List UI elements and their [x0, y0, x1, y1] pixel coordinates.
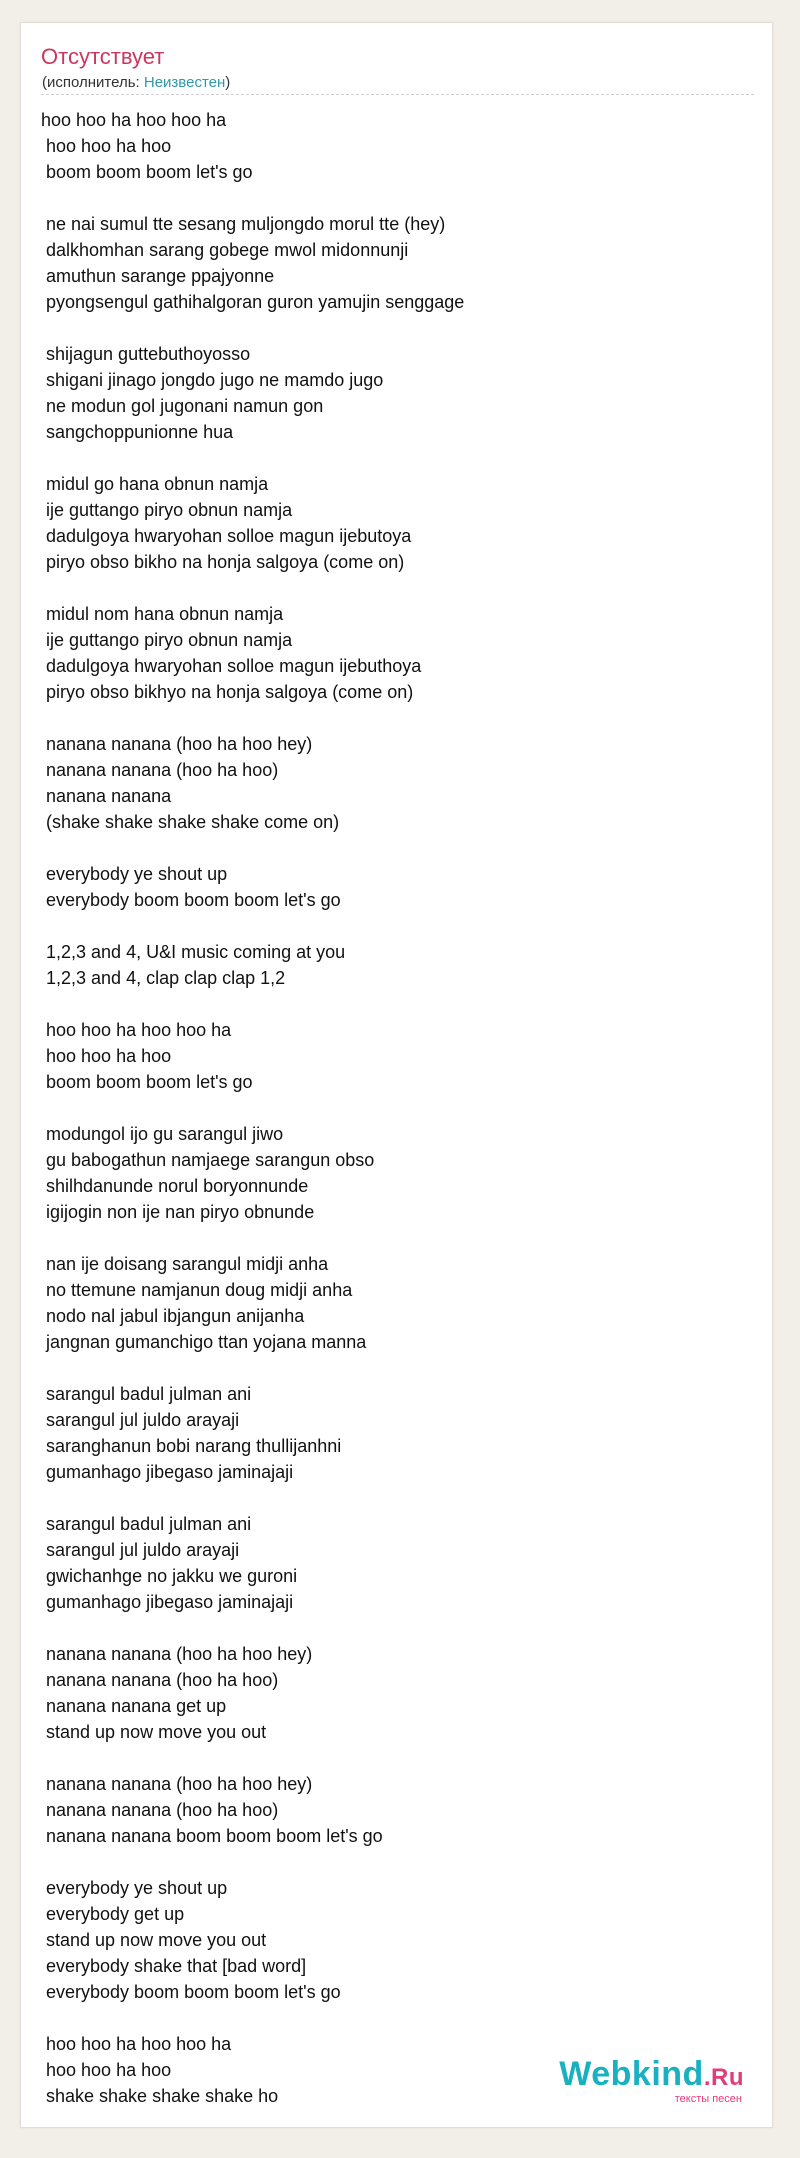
lyric-line: nanana nanana (hoo ha hoo hey) [41, 1644, 313, 1664]
lyric-line [41, 185, 741, 211]
lyric-line: boom boom boom let's go [41, 162, 253, 182]
lyric-line: nanana nanana (hoo ha hoo) [41, 760, 279, 780]
lyric-line: everybody ye shout up [41, 1878, 228, 1898]
lyric-line: gwichanhge no jakku we guroni [41, 1566, 298, 1586]
webkind-logo[interactable] [559, 2056, 744, 2105]
artist-suffix: ) [225, 74, 231, 91]
lyric-line [41, 1225, 741, 1251]
lyric-line: nodo nal jabul ibjangun anijanha [41, 1306, 305, 1326]
lyric-line [41, 991, 741, 1017]
lyric-line [41, 1615, 741, 1641]
lyric-line: everybody boom boom boom let's go [41, 1982, 341, 2002]
lyric-line: hoo hoo ha hoo [41, 1046, 172, 1066]
lyric-line: sarangul badul julman ani [41, 1384, 252, 1404]
lyric-line: sarangul badul julman ani [41, 1514, 252, 1534]
lyric-line: gumanhago jibegaso jaminajaji [41, 1592, 294, 1612]
lyric-line [41, 1095, 741, 1121]
brand-tld: .Ru [703, 2064, 744, 2091]
lyric-line: pyongsengul gathihalgoran guron yamujin senggage [41, 292, 465, 312]
brand-name-text: Webkind [559, 2055, 704, 2093]
lyric-line [41, 1849, 741, 1875]
lyric-line [41, 1745, 741, 1771]
lyric-line: jangnan gumanchigo ttan yojana manna [41, 1332, 367, 1352]
lyric-line [41, 315, 741, 341]
lyric-line: everybody shake that [bad word] [41, 1956, 307, 1976]
lyric-line: everybody boom boom boom let's go [41, 890, 341, 910]
lyric-line: nan ije doisang sarangul midji anha [41, 1254, 329, 1274]
lyric-line: saranghanun bobi narang thullijanhni [41, 1436, 342, 1456]
lyric-line: shijagun guttebuthoyosso [41, 344, 251, 364]
lyric-line: everybody get up [41, 1904, 185, 1924]
lyrics-body [41, 107, 741, 2109]
lyric-line: boom boom boom let's go [41, 1072, 253, 1092]
lyric-line [41, 1355, 741, 1381]
lyric-line: dadulgoya hwaryohan solloe magun ijebuthoya [41, 656, 422, 676]
lyric-line: hoo hoo ha hoo [41, 2060, 172, 2080]
lyric-line [41, 2005, 741, 2031]
lyric-line: (shake shake shake shake come on) [41, 812, 340, 832]
brand-tagline: тексты песен [674, 2093, 742, 2105]
lyric-line: dalkhomhan sarang gobege mwol midonnunji [41, 240, 409, 260]
lyric-line: midul nom hana obnun namja [41, 604, 284, 624]
artist-link[interactable]: Неизвестен [143, 74, 226, 91]
lyric-line [41, 913, 741, 939]
song-title: Отсутствует [41, 44, 165, 69]
lyric-line [41, 705, 741, 731]
lyric-line: nanana nanana (hoo ha hoo) [41, 1800, 279, 1820]
lyric-line: nanana nanana (hoo ha hoo) [41, 1670, 279, 1690]
lyric-line: igijogin non ije nan piryo obnunde [41, 1202, 315, 1222]
lyric-line: ne nai sumul tte sesang muljongdo morul tte (hey) [41, 214, 446, 234]
lyric-line: everybody ye shout up [41, 864, 228, 884]
lyric-line: hoo hoo ha hoo [41, 136, 172, 156]
lyric-line: 1,2,3 and 4, clap clap clap 1,2 [41, 968, 286, 988]
lyric-line: hoo hoo ha hoo hoo ha [41, 2034, 232, 2054]
lyric-line: nanana nanana get up [41, 1696, 227, 1716]
lyric-line: piryo obso bikho na honja salgoya (come on) [41, 552, 405, 572]
lyric-line: ije guttango piryo obnun namja [41, 630, 293, 650]
lyric-line: sarangul jul juldo arayaji [41, 1410, 240, 1430]
lyric-line: ije guttango piryo obnun namja [41, 500, 293, 520]
lyric-line: shigani jinago jongdo jugo ne mamdo jugo [41, 370, 384, 390]
lyric-line: stand up now move you out [41, 1930, 267, 1950]
lyric-line: shake shake shake shake ho [41, 2086, 279, 2106]
lyric-line: piryo obso bikhyo na honja salgoya (come on) [41, 682, 414, 702]
lyric-line: hoo hoo ha hoo hoo ha [41, 110, 227, 130]
lyric-line: nanana nanana (hoo ha hoo hey) [41, 734, 313, 754]
lyric-line: modungol ijo gu sarangul jiwo [41, 1124, 284, 1144]
lyric-line: nanana nanana [41, 786, 172, 806]
artist-prefix: (исполнитель: [42, 74, 144, 91]
lyric-line [41, 835, 741, 861]
lyric-line: gumanhago jibegaso jaminajaji [41, 1462, 294, 1482]
lyric-line: amuthun sarange ppajyonne [41, 266, 275, 286]
lyric-line: 1,2,3 and 4, U&I music coming at you [41, 942, 346, 962]
lyric-line: nanana nanana boom boom boom let's go [41, 1826, 383, 1846]
lyric-line [41, 1485, 741, 1511]
lyric-line [41, 445, 741, 471]
lyric-line: shilhdanunde norul boryonnunde [41, 1176, 309, 1196]
lyric-line: dadulgoya hwaryohan solloe magun ijebutoya [41, 526, 412, 546]
lyric-line: ne modun gol jugonani namun gon [41, 396, 324, 416]
artist-line [42, 74, 230, 92]
lyric-line: midul go hana obnun namja [41, 474, 269, 494]
lyric-line: sarangul jul juldo arayaji [41, 1540, 240, 1560]
lyric-line: nanana nanana (hoo ha hoo hey) [41, 1774, 313, 1794]
header-divider [41, 94, 754, 95]
lyric-line: gu babogathun namjaege sarangun obso [41, 1150, 375, 1170]
lyric-line: sangchoppunionne hua [41, 422, 234, 442]
lyric-line: hoo hoo ha hoo hoo ha [41, 1020, 232, 1040]
lyrics-card [20, 22, 773, 2128]
brand-name [559, 2056, 744, 2096]
lyric-line: stand up now move you out [41, 1722, 267, 1742]
lyric-line: no ttemune namjanun doug midji anha [41, 1280, 353, 1300]
lyric-line [41, 575, 741, 601]
